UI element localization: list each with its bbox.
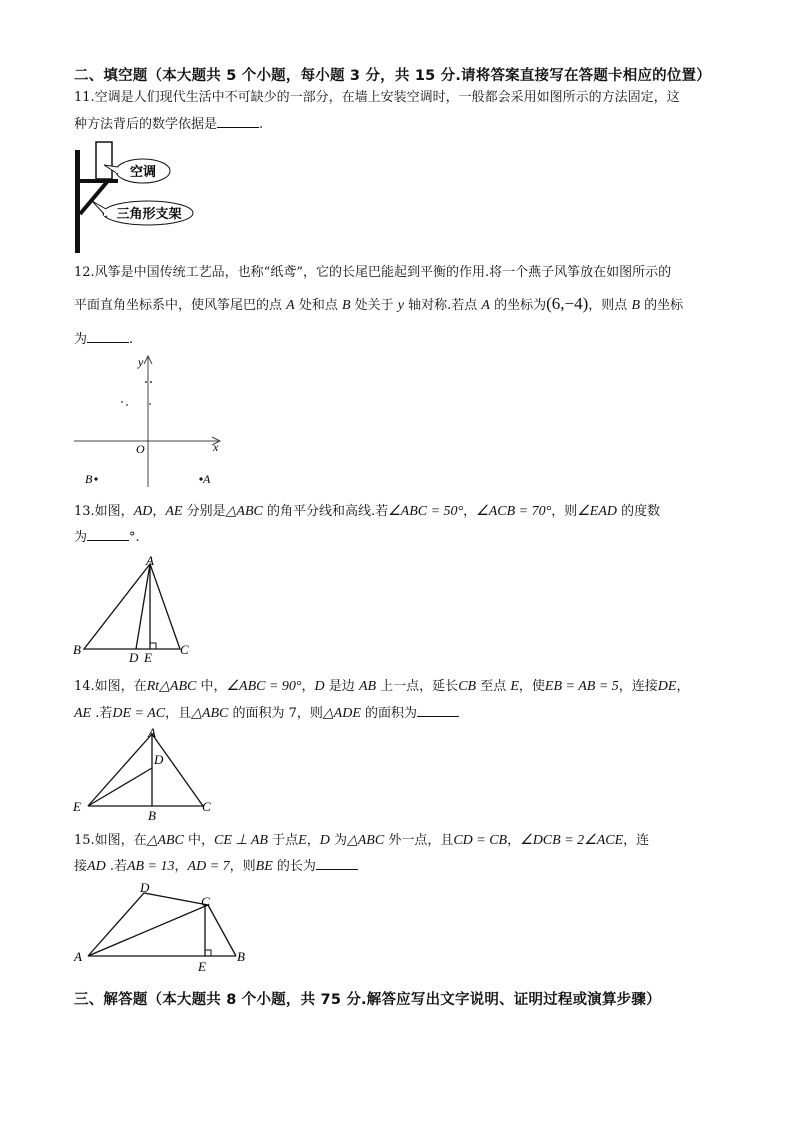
point-b	[94, 477, 97, 480]
section-3-heading: 三、解答题（本大题共 8 个小题，共 75 分.解答应写出文字说明、证明过程或演算步骤）	[74, 992, 661, 1008]
triangle-abc	[152, 734, 203, 806]
vertex-b-label: B	[73, 642, 81, 657]
triangle-abc	[84, 564, 180, 649]
q12-line-3: 为 .	[74, 332, 134, 347]
q13-figure	[70, 552, 200, 666]
q11-line-2: 种方法背后的数学依据是 .	[74, 117, 264, 132]
kite-dot	[149, 403, 151, 405]
vertex-b-label: B	[237, 949, 245, 964]
q15-figure	[70, 880, 260, 975]
q13-line-2: 为 °.	[74, 530, 140, 545]
q14-line-2: AE .若DE = AC，且△ABC 的面积为 7，则△ADE 的面积为	[74, 704, 459, 723]
point-d-label: D	[129, 650, 139, 665]
q15-line-1: 15.如图，在△ABC 中，CE ⊥ AB 于点E，D 为△ABC 外一点，且CD = CB，∠DCB = 2∠ACE，连	[74, 833, 650, 848]
vertex-a-label: A	[148, 726, 156, 740]
q12-figure	[70, 352, 230, 492]
point-e-label: E	[198, 959, 206, 974]
point-a-label: A	[203, 472, 211, 486]
kite-dot	[126, 404, 128, 406]
q14-figure	[70, 726, 220, 821]
triangle-adc	[88, 893, 208, 956]
air-conditioner	[96, 142, 112, 179]
q12-line-2: 平面直角坐标系中，使风筝尾巴的点 A 处和点 B 处关于 y 轴对称.若点 A 的坐标为(6,−4)，则点 B 的坐标	[74, 294, 684, 313]
segment-ad	[136, 564, 150, 649]
q13-answer-blank	[87, 528, 129, 541]
q12-line-1: 12.风筝是中国传统工艺品，也称“纸鸢”，它的长尾巴能起到平衡的作用.将一个燕子风筝放在如图所示的	[74, 265, 672, 280]
point-b-label: B	[85, 472, 93, 486]
right-angle-mark	[150, 643, 156, 649]
kite-dot	[121, 401, 123, 403]
point-e-label: E	[144, 650, 152, 665]
q14-line-1: 14.如图，在Rt△ABC 中，∠ABC = 90°，D 是边 AB 上一点，延长CB 至点 E，使EB = AB = 5，连接DE，	[74, 679, 690, 694]
q12-coordinate: (6,−4)	[546, 294, 589, 313]
vertex-a-label: A	[74, 949, 82, 964]
vertex-c-label: C	[201, 894, 210, 909]
point-e-label: E	[73, 799, 81, 814]
x-axis-label: x	[213, 440, 219, 454]
segment-ae	[88, 734, 152, 806]
origin-label: O	[136, 442, 145, 456]
point-d-label: D	[154, 752, 164, 767]
ac-callout-pointer	[104, 165, 118, 174]
vertex-c-label: C	[202, 799, 211, 814]
right-angle-mark	[205, 950, 211, 956]
q11-figure	[70, 140, 200, 255]
kite-dot	[145, 381, 147, 383]
segment-de	[88, 768, 152, 806]
q12-answer-blank	[87, 330, 129, 343]
segment-cb	[208, 905, 236, 956]
q15-line-2: 接AD .若AB = 13，AD = 7，则BE 的长为	[74, 857, 358, 876]
vertex-c-label: C	[180, 642, 189, 657]
wall	[75, 150, 80, 253]
q14-answer-blank	[417, 704, 459, 717]
section-2-heading: 二、填空题（本大题共 5 个小题，每小题 3 分，共 15 分.请将答案直接写在答题卡相应的位置）	[74, 68, 711, 84]
bracket-label: 三角形支架	[116, 207, 182, 222]
y-axis-label: y	[138, 355, 144, 369]
q15-answer-blank	[316, 857, 358, 870]
vertex-b-label: B	[148, 808, 156, 821]
q11-line-1: 11.空调是人们现代生活中不可缺少的一部分，在墙上安装空调时，一般都会采用如图所示的方法固定，这	[74, 90, 680, 105]
vertex-a-label: A	[146, 553, 154, 568]
ac-label: 空调	[129, 165, 157, 180]
kite-dot	[150, 381, 152, 383]
q11-answer-blank	[217, 115, 259, 128]
point-d-label: D	[140, 880, 150, 895]
q13-line-1: 13.如图，AD，AE 分别是△ABC 的角平分线和高线.若∠ABC = 50°，∠ACB = 70°，则∠EAD 的度数	[74, 504, 661, 519]
